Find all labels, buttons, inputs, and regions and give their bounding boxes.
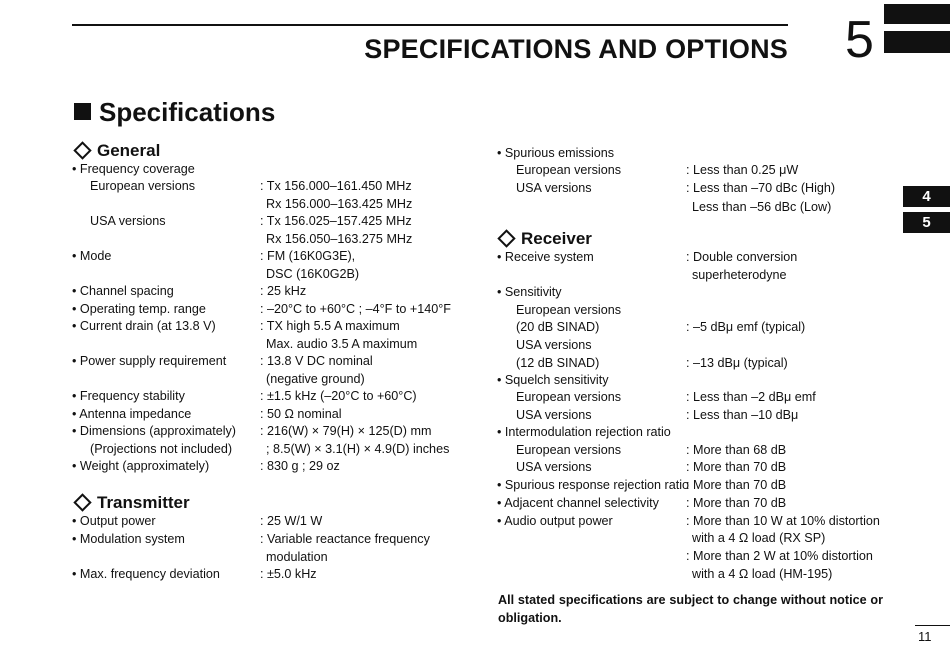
spec-label: (12 dB SINAD) bbox=[516, 356, 600, 370]
spec-label: • Dimensions (approximately) bbox=[72, 424, 236, 438]
spec-label: • Intermodulation rejection ratio bbox=[497, 425, 671, 439]
spec-label: • Weight (approximately) bbox=[72, 459, 210, 473]
spec-label: • Adjacent channel selectivity bbox=[497, 496, 659, 510]
spec-label: • Channel spacing bbox=[72, 284, 174, 298]
spec-label: (20 dB SINAD) bbox=[516, 320, 600, 334]
spec-value: : Less than 0.25 μW bbox=[686, 163, 799, 177]
spec-label: European versions bbox=[516, 303, 622, 317]
spec-value: : More than 10 W at 10% distortion bbox=[686, 514, 880, 528]
spec-value: : Less than –10 dBμ bbox=[686, 408, 799, 422]
spec-value: superheterodyne bbox=[692, 268, 787, 282]
chapter-title: SPECIFICATIONS AND OPTIONS bbox=[364, 34, 788, 64]
spec-value: : –5 dBμ emf (typical) bbox=[686, 320, 806, 334]
spec-value: with a 4 Ω load (HM-195) bbox=[692, 567, 833, 581]
spec-value: : Tx 156.025–157.425 MHz bbox=[260, 214, 412, 228]
spec-label: • Frequency coverage bbox=[72, 162, 195, 176]
spec-value: Rx 156.050–163.275 MHz bbox=[266, 232, 413, 246]
diamond-icon bbox=[73, 493, 91, 511]
spec-label: • Output power bbox=[72, 514, 156, 528]
spec-value: DSC (16K0G2B) bbox=[266, 267, 360, 281]
spec-label: • Antenna impedance bbox=[72, 407, 192, 421]
spec-value: : Double conversion bbox=[686, 250, 798, 264]
side-tab-4[interactable]: 4 bbox=[903, 186, 950, 207]
spec-value: : 25 W/1 W bbox=[260, 514, 323, 528]
spec-label: • Power supply requirement bbox=[72, 354, 227, 368]
spec-label: European versions bbox=[516, 163, 622, 177]
spec-label: • Mode bbox=[72, 249, 112, 263]
spec-value: ; 8.5(W) × 3.1(H) × 4.9(D) inches bbox=[266, 442, 450, 456]
spec-value: : 216(W) × 79(H) × 125(D) mm bbox=[260, 424, 432, 438]
spec-value: : FM (16K0G3E), bbox=[260, 249, 356, 263]
general-heading: General bbox=[73, 141, 160, 161]
spec-label: • Receive system bbox=[497, 250, 594, 264]
spec-label: • Frequency stability bbox=[72, 389, 185, 403]
spec-value: : 13.8 V DC nominal bbox=[260, 354, 373, 368]
spec-value: : –20°C to +60°C ; –4°F to +140°F bbox=[260, 302, 451, 316]
spec-label: European versions bbox=[90, 179, 196, 193]
spec-value: : More than 70 dB bbox=[686, 496, 787, 510]
spec-value: : 830 g ; 29 oz bbox=[260, 459, 340, 473]
spec-label: European versions bbox=[516, 390, 622, 404]
spec-value: : Tx 156.000–161.450 MHz bbox=[260, 179, 412, 193]
spec-value: modulation bbox=[266, 550, 328, 564]
chapter-bar-top bbox=[884, 4, 950, 24]
spec-label: • Current drain (at 13.8 V) bbox=[72, 319, 216, 333]
header-rule bbox=[72, 24, 788, 26]
side-tab-5[interactable]: 5 bbox=[903, 212, 950, 233]
spec-value: Rx 156.000–163.425 MHz bbox=[266, 197, 413, 211]
spec-value: : 50 Ω nominal bbox=[260, 407, 342, 421]
spec-label: • Sensitivity bbox=[497, 285, 562, 299]
spec-label: USA versions bbox=[516, 338, 592, 352]
spec-value: : More than 68 dB bbox=[686, 443, 787, 457]
spec-value: : ±5.0 kHz bbox=[260, 567, 317, 581]
spec-value: : More than 2 W at 10% distortion bbox=[686, 549, 873, 563]
spec-value: : Less than –2 dBμ emf bbox=[686, 390, 816, 404]
page-rule bbox=[915, 625, 950, 626]
spec-label: • Spurious emissions bbox=[497, 146, 615, 160]
spec-value: : More than 70 dB bbox=[686, 478, 787, 492]
spec-value: : Variable reactance frequency bbox=[260, 532, 430, 546]
spec-value: : TX high 5.5 A maximum bbox=[260, 319, 400, 333]
spec-label: USA versions bbox=[516, 181, 592, 195]
spec-value: : More than 70 dB bbox=[686, 460, 787, 474]
spec-label: • Audio output power bbox=[497, 514, 613, 528]
spec-label: (Projections not included) bbox=[90, 442, 233, 456]
transmitter-heading: Transmitter bbox=[73, 493, 190, 513]
spec-value: : Less than –70 dBc (High) bbox=[686, 181, 836, 195]
spec-label: USA versions bbox=[90, 214, 166, 228]
spec-label: • Squelch sensitivity bbox=[497, 373, 609, 387]
notice-text: All stated specifications are subject to change without notice or obligation. bbox=[498, 593, 883, 625]
spec-value: : ±1.5 kHz (–20°C to +60°C) bbox=[260, 389, 417, 403]
chapter-bar-bottom bbox=[884, 31, 950, 53]
section-title: Specifications bbox=[74, 97, 275, 128]
spec-value: : 25 kHz bbox=[260, 284, 307, 298]
spec-value: with a 4 Ω load (RX SP) bbox=[692, 531, 826, 545]
spec-value: Max. audio 3.5 A maximum bbox=[266, 337, 418, 351]
spec-label: USA versions bbox=[516, 460, 592, 474]
spec-label: • Operating temp. range bbox=[72, 302, 206, 316]
spec-label: USA versions bbox=[516, 408, 592, 422]
spec-label: • Spurious response rejection ratio bbox=[497, 478, 690, 492]
spec-label: • Modulation system bbox=[72, 532, 185, 546]
diamond-icon bbox=[497, 229, 515, 247]
spec-value: (negative ground) bbox=[266, 372, 365, 386]
square-bullet-icon bbox=[74, 103, 91, 120]
chapter-number: 5 bbox=[845, 11, 874, 69]
diamond-icon bbox=[73, 141, 91, 159]
receiver-heading: Receiver bbox=[497, 229, 592, 249]
spec-value: Less than –56 dBc (Low) bbox=[692, 200, 832, 214]
page-number: 11 bbox=[918, 629, 932, 644]
spec-value: : –13 dBμ (typical) bbox=[686, 356, 788, 370]
spec-label: European versions bbox=[516, 443, 622, 457]
spec-label: • Max. frequency deviation bbox=[72, 567, 220, 581]
